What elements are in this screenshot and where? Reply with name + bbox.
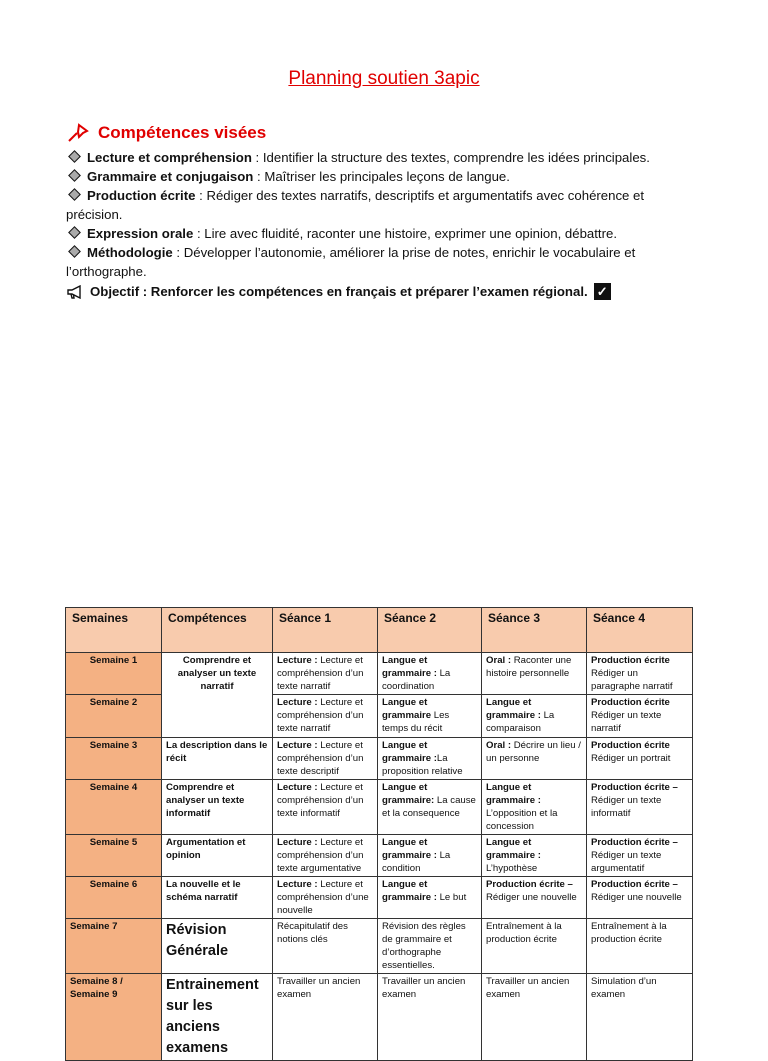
cell-label: Production écrite – [591, 879, 678, 890]
seance-cell [587, 780, 693, 835]
cell-text: Rédiger une nouvelle [486, 892, 577, 903]
seance-cell [482, 738, 587, 780]
cell-text: Lecture et compréhension d’un texte descriptif [277, 740, 364, 777]
table-row [66, 738, 693, 780]
seance-cell: Entraînement à la production écrite [482, 919, 587, 974]
cell-text: Rédiger un portrait [591, 753, 671, 764]
competence-cell: Argumentation et opinion [162, 835, 273, 877]
diamond-bullet-icon [68, 226, 81, 239]
week-cell: Semaine 5 [66, 835, 162, 877]
seance-cell [273, 653, 378, 695]
cell-label: Production écrite – [486, 879, 573, 890]
week-cell: Semaine 1 [66, 653, 162, 695]
cell-text: Lecture et compréhension d’un texte informatif [277, 782, 364, 819]
seance-cell [482, 877, 587, 919]
seance-cell: Récapitulatif des notions clés [273, 919, 378, 974]
seance-cell: Travailler un ancien examen [482, 974, 587, 1061]
cell-label: Langue et grammaire : [382, 740, 437, 764]
seance-cell: Travailler un ancien examen [273, 974, 378, 1061]
cell-label: Langue et grammaire : [382, 655, 437, 679]
table-row [66, 780, 693, 835]
seance-cell [378, 653, 482, 695]
header-seance-2: Séance 2 [378, 608, 482, 653]
cell-label: Lecture : [277, 740, 318, 751]
list-item [66, 148, 676, 167]
cell-label: Langue et grammaire : [382, 837, 437, 861]
cell-label: Langue et grammaire : [486, 697, 541, 721]
cell-label: Production écrite [591, 655, 670, 666]
cell-label: Lecture : [277, 697, 318, 708]
header-competences: Compétences [162, 608, 273, 653]
cell-text: Rédiger un paragraphe narratif [591, 668, 673, 692]
seance-cell [587, 738, 693, 780]
cell-label: Langue et grammaire : [486, 782, 541, 806]
cell-text: Lecture et compréhension d’un texte argumentative [277, 837, 364, 874]
cell-label: Lecture : [277, 782, 318, 793]
header-seance-3: Séance 3 [482, 608, 587, 653]
item-text: : Rédiger des textes narratifs, descriptifs et argumentatifs avec cohérence et précision. [66, 188, 645, 222]
cell-label: Langue et grammaire: [382, 782, 435, 806]
item-text: : Identifier la structure des textes, comprendre les idées principales. [251, 150, 650, 165]
cell-label: Langue et grammaire : [486, 837, 541, 861]
seance-cell [273, 780, 378, 835]
seance-cell [378, 877, 482, 919]
table-row [66, 653, 693, 695]
cell-label: Production écrite – [591, 837, 678, 848]
seance-cell [273, 835, 378, 877]
cell-text: Rédiger un texte informatif [591, 795, 662, 819]
seance-cell [273, 738, 378, 780]
objective-text: Objectif : Renforcer les compétences en français et préparer l’examen régional. [90, 284, 588, 299]
diamond-bullet-icon [68, 150, 81, 163]
cell-text: La condition [382, 850, 451, 874]
item-label: Lecture et compréhension [87, 150, 252, 165]
header-seance-4: Séance 4 [587, 608, 693, 653]
cell-text: Lecture et compréhension d’un texte narratif [277, 655, 364, 692]
table-row [66, 974, 693, 1061]
cell-text: La cause et la consequence [382, 795, 476, 819]
seance-cell [587, 695, 693, 738]
item-text: : Maîtriser les principales leçons de langue. [253, 169, 510, 184]
header-semaines: Semaines [66, 608, 162, 653]
week-cell: Semaine 7 [66, 919, 162, 974]
item-text: : Lire avec fluidité, raconter une histoire, exprimer une opinion, débattre. [193, 226, 617, 241]
cell-label: Lecture : [277, 655, 318, 666]
competences-heading-text: Compétences visées [98, 123, 267, 142]
week-cell: Semaine 2 [66, 695, 162, 738]
pushpin-icon [66, 123, 90, 143]
cell-label: Lecture : [277, 837, 318, 848]
cell-label: Oral : [486, 740, 512, 751]
diamond-bullet-icon [68, 188, 81, 201]
checkmark-icon: ✓ [594, 283, 611, 300]
competence-cell: Entrainement sur les anciens examens [162, 974, 273, 1061]
cell-text: Décrire un lieu / un personne [486, 740, 581, 764]
seance-cell: Simulation d’un examen [587, 974, 693, 1061]
table-row [66, 835, 693, 877]
competences-list [66, 148, 676, 281]
seance-cell: Révision des règles de grammaire et d’orthographe essentielles. [378, 919, 482, 974]
competence-cell: Révision Générale [162, 919, 273, 974]
seance-cell: Entraînement à la production écrite [587, 919, 693, 974]
cell-label: Langue et grammaire [382, 697, 432, 721]
cell-text: L’hypothèse [486, 863, 538, 874]
list-item [66, 186, 676, 224]
competence-cell: Comprendre et analyser un texte informatif [162, 780, 273, 835]
list-item [66, 167, 676, 186]
seance-cell [482, 780, 587, 835]
week-cell: Semaine 8 / Semaine 9 [66, 974, 162, 1061]
week-cell: Semaine 3 [66, 738, 162, 780]
cell-label: Production écrite [591, 740, 670, 751]
item-label: Expression orale [87, 226, 194, 241]
diamond-bullet-icon [68, 169, 81, 182]
seance-cell [587, 653, 693, 695]
week-cell: Semaine 4 [66, 780, 162, 835]
seance-cell [273, 877, 378, 919]
table-header-row [66, 608, 693, 653]
cell-text: Lecture et compréhension d’un texte narratif [277, 697, 364, 734]
cell-text: La coordination [382, 668, 451, 692]
seance-cell [587, 835, 693, 877]
cell-text: Lecture et compréhension d’une nouvelle [277, 879, 369, 916]
item-label: Grammaire et conjugaison [87, 169, 254, 184]
table-row [66, 695, 693, 738]
table-row [66, 919, 693, 974]
week-cell: Semaine 6 [66, 877, 162, 919]
table-row [66, 877, 693, 919]
header-seance-1: Séance 1 [273, 608, 378, 653]
seance-cell [482, 695, 587, 738]
competence-cell: La description dans le récit [162, 738, 273, 780]
competence-cell: La nouvelle et le schéma narratif [162, 877, 273, 919]
cell-label: Production écrite – [591, 782, 678, 793]
cell-text: L’opposition et la concession [486, 808, 558, 832]
item-label: Production écrite [87, 188, 196, 203]
seance-cell [273, 695, 378, 738]
objective-line [66, 283, 611, 300]
seance-cell [378, 780, 482, 835]
list-item [66, 224, 676, 243]
planning-table [65, 607, 693, 1061]
seance-cell [378, 695, 482, 738]
megaphone-icon [66, 285, 84, 299]
cell-text: La proposition relative [382, 753, 463, 777]
competence-cell: Comprendre et analyser un texte narratif [162, 653, 273, 738]
seance-cell [378, 738, 482, 780]
cell-text: Les temps du récit [382, 710, 450, 734]
item-label: Méthodologie [87, 245, 173, 260]
page-title: Planning soutien 3apic [288, 68, 480, 89]
cell-text: Raconter une histoire personnelle [486, 655, 572, 679]
cell-label: Oral : [486, 655, 512, 666]
cell-label: Production écrite [591, 697, 670, 708]
cell-label: Lecture : [277, 879, 318, 890]
cell-text: Rédiger un texte argumentatif [591, 850, 662, 874]
cell-text: Rédiger une nouvelle [591, 892, 682, 903]
competences-heading [66, 123, 266, 143]
item-text: : Développer l’autonomie, améliorer la prise de notes, enrichir le vocabulaire et l’orthographe. [66, 245, 636, 279]
seance-cell [482, 653, 587, 695]
cell-text: Le but [436, 892, 467, 903]
cell-label: Langue et grammaire : [382, 879, 437, 903]
seance-cell: Travailler un ancien examen [378, 974, 482, 1061]
cell-text: La comparaison [486, 710, 555, 734]
cell-text: Rédiger un texte narratif [591, 710, 662, 734]
seance-cell [587, 877, 693, 919]
seance-cell [378, 835, 482, 877]
list-item [66, 243, 676, 281]
seance-cell [482, 835, 587, 877]
diamond-bullet-icon [68, 245, 81, 258]
